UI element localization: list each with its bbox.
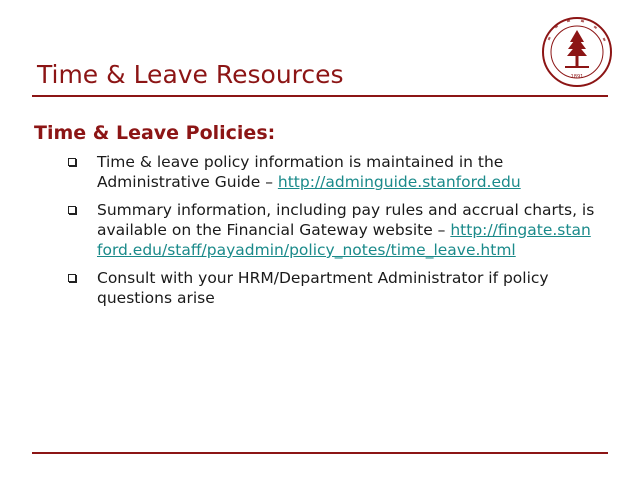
section-heading: Time & Leave Policies:: [34, 122, 276, 144]
bullet-text: Summary information, including pay rules and accrual charts, is available on the Financial Gateway website –: [97, 201, 595, 239]
bullet-list: [66, 152, 596, 316]
slide-title: Time & Leave Resources: [37, 60, 344, 89]
bullet-text: Time & leave policy information is maintained in the Administrative Guide –: [97, 153, 504, 191]
adminguide-link[interactable]: http://adminguide.stanford.edu: [277, 173, 521, 191]
square-bullet-icon: [68, 274, 76, 282]
title-divider: [32, 95, 608, 97]
footer-divider: [32, 452, 608, 454]
fingate-link[interactable]: http://fingate.stanford.edu/staff/payadmin/policy_notes/time_leave.html: [97, 221, 591, 259]
svg-text:1891: 1891: [570, 74, 584, 80]
square-bullet-icon: [68, 158, 76, 166]
list-item: [66, 152, 596, 192]
stanford-seal-logo: [541, 16, 613, 88]
list-item: [66, 268, 596, 308]
square-bullet-icon: [68, 206, 76, 214]
bullet-text: Consult with your HRM/Department Administrator if policy questions arise: [97, 269, 549, 307]
list-item: [66, 200, 596, 260]
